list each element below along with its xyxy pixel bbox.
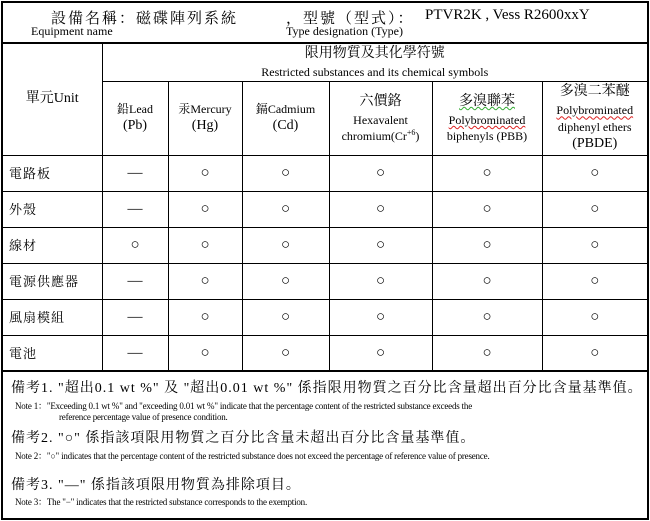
row-value: ○ — [432, 300, 542, 336]
equipment-name-en: Equipment name — [31, 24, 113, 38]
row-value: — — [102, 300, 168, 336]
row-unit: 電源供應器 — [3, 264, 102, 300]
col-chromium: 六價鉻 Hexavalent $chromium(Cr^{+6})$ — [329, 82, 432, 156]
row-value: ○ — [542, 192, 647, 228]
row-value: ○ — [329, 264, 432, 300]
row-value: ○ — [329, 156, 432, 192]
note-3-zh: 備考3. "—" 係指該項限用物質為排除項目。 — [11, 478, 301, 493]
note-2-zh: 備考2. "○" 係指該項限用物質之百分比含量未超出百分比含量基準值。 — [11, 431, 476, 446]
group-title — [102, 44, 647, 82]
col-mercury: 汞Mercury (Hg) — [168, 82, 242, 156]
type-label-zh: ，型號（型式）： — [286, 11, 415, 27]
table-row — [3, 336, 647, 372]
equipment-header — [3, 3, 647, 43]
table-row — [3, 300, 647, 336]
row-value: — — [102, 156, 168, 192]
row-value: ○ — [542, 156, 647, 192]
col-pbb: 多溴聯苯 Polybrominated biphenyls (PBB) — [432, 82, 542, 156]
restricted-substances-table — [3, 43, 647, 372]
row-value: ○ — [432, 156, 542, 192]
row-value: ○ — [168, 300, 242, 336]
unit-header: 單元Unit — [3, 44, 102, 156]
row-value: ○ — [329, 336, 432, 372]
row-value: ○ — [329, 228, 432, 264]
row-value: ○ — [102, 228, 168, 264]
row-value: ○ — [242, 264, 329, 300]
row-value: ○ — [329, 300, 432, 336]
row-value: ○ — [168, 156, 242, 192]
row-value: ○ — [168, 192, 242, 228]
row-value: ○ — [542, 264, 647, 300]
row-value: — — [102, 264, 168, 300]
row-value: ○ — [329, 192, 432, 228]
row-value: ○ — [542, 300, 647, 336]
row-unit: 風扇模組 — [3, 300, 102, 336]
row-value: ○ — [542, 336, 647, 372]
col-pbde: 多溴二苯醚 Polybrominated diphenyl ethers (PBDE) — [542, 82, 647, 156]
type-value: PTVR2K , Vess R2600xxY — [425, 7, 590, 23]
table-row — [3, 228, 647, 264]
note-1-en-cont: reference percentage value of presence condition. — [59, 412, 228, 422]
notes-section — [3, 370, 647, 520]
row-value: ○ — [242, 228, 329, 264]
row-value: ○ — [432, 264, 542, 300]
equipment-name-zh: 設備名稱：磁碟陣列系統 — [51, 11, 239, 27]
col-lead: 鉛Lead (Pb) — [102, 82, 168, 156]
row-value: ○ — [242, 192, 329, 228]
group-title-zh: 限用物質及其化學符號 — [304, 45, 445, 61]
table-row — [3, 192, 647, 228]
row-value: — — [102, 336, 168, 372]
note-3-en: Note 3：The "−" indicates that the restricted substance corresponds to the exemption. — [15, 497, 308, 507]
note-1-zh: 備考1. "超出0.1 wt %" 及 "超出0.01 wt %" 係指限用物質之百分比含量超出百分比含量基準值。 — [11, 381, 643, 396]
row-value: ○ — [168, 336, 242, 372]
row-unit: 電池 — [3, 336, 102, 372]
row-value: ○ — [432, 228, 542, 264]
col-cadmium: 鎘Cadmium (Cd) — [242, 82, 329, 156]
row-value: ○ — [242, 300, 329, 336]
row-value: ○ — [168, 228, 242, 264]
table-row — [3, 264, 647, 300]
row-unit: 外殼 — [3, 192, 102, 228]
group-title-en: Restricted substances and its chemical symbols — [261, 64, 489, 79]
note-2-en: Note 2："○" indicates that the percentage content of the restricted substance does not exceed the percentage of reference value of presence. — [15, 451, 490, 461]
row-value: ○ — [432, 192, 542, 228]
note-1-en: Note 1："Exceeding 0.1 wt %" and "exceeding 0.01 wt %" indicate that the percentage content of the restricted substance exceeds the — [15, 401, 473, 411]
row-value: ○ — [242, 156, 329, 192]
row-value: ○ — [432, 336, 542, 372]
row-value: ○ — [542, 228, 647, 264]
row-value: ○ — [242, 336, 329, 372]
type-label-en: Type designation (Type) — [286, 24, 403, 38]
row-value: ○ — [168, 264, 242, 300]
row-unit: 線材 — [3, 228, 102, 264]
table-row — [3, 156, 647, 192]
row-value: — — [102, 192, 168, 228]
row-unit: 電路板 — [3, 156, 102, 192]
rohs-declaration — [1, 1, 649, 520]
